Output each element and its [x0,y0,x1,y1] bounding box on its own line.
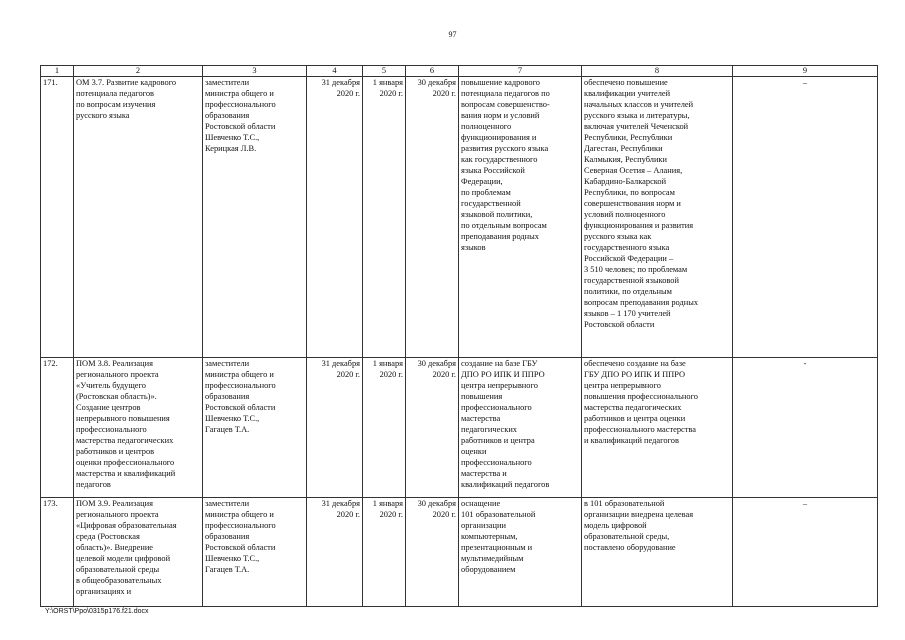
activity-cell: ПОМ 3.9. Реализация регионального проекта «Цифровая образовательная среда (Ростовская область)». Внедрение целевой модели цифровой образовательной среды в общеобразовательных организациях и [74,498,203,607]
file-path-footer: Y:\ORST\Ppo\0315p176.f21.docx [45,608,149,615]
column-header: 3 [203,66,307,77]
table-row [41,77,878,358]
start-date-cell: 1 января 2020 г. [363,358,406,498]
outcome-cell: обеспечено повышение квалификации учителей начальных классов и учителей русского языка и литературы, включая учителей Чеченской Республики, Республики Дагестан, Республики Калмыкия, Республики Северная Осетия – Алания, Кабардино-Балкарской Республики, по вопросам совершенствования норм и условий полноценного функционирования и развития русского языка как государственного языка Российской Федерации – 3 510 человек; по проблемам государственной языковой политики, по отдельным вопросам преподавания родных языков – 1 170 учителей Ростовской области [582,77,733,358]
end-date-cell: 30 декабря 2020 г. [406,358,459,498]
end-date-cell: 30 декабря 2020 г. [406,498,459,607]
activities-table [40,65,878,607]
column-header: 5 [363,66,406,77]
result-cell: оснащение 101 образовательной организации компьютерным, презентационным и мультимедийным оборудованием [459,498,582,607]
responsible-cell: заместители министра общего и профессионального образования Ростовской области Шевченко Т.С., Керицкая Л.В. [203,77,307,358]
end-date-cell: 30 декабря 2020 г. [406,77,459,358]
result-cell: создание на базе ГБУ ДПО РО ИПК И ППРО центра непрерывного повышения профессионального мастерства педагогических работников и центра оценки профессионального мастерства и квалификаций педагогов [459,358,582,498]
page-number: 97 [448,30,457,39]
responsible-cell: заместители министра общего и профессионального образования Ростовской области Шевченко Т.С., Гагацев Т.А. [203,358,307,498]
column-header: 7 [459,66,582,77]
deadline-cell: 31 декабря 2020 г. [307,358,363,498]
activity-cell: ПОМ 3.8. Реализация регионального проекта «Учитель будущего (Ростовская область)». Создание центров непрерывного повышения профессионального мастерства педагогических работников и центров оценки профессионального мастерства и квалификаций педагогов [74,358,203,498]
start-date-cell: 1 января 2020 г. [363,498,406,607]
responsible-cell: заместители министра общего и профессионального образования Ростовской области Шевченко Т.С., Гагацев Т.А. [203,498,307,607]
row-number: 172. [41,358,74,498]
table-row [41,358,878,498]
column-header: 4 [307,66,363,77]
start-date-cell: 1 января 2020 г. [363,77,406,358]
column-9-cell: – [733,498,878,607]
row-number: 173. [41,498,74,607]
row-number: 171. [41,77,74,358]
column-9-cell: – [733,77,878,358]
outcome-cell: в 101 образовательной организации внедрена целевая модель цифровой образовательной среды, поставлено оборудование [582,498,733,607]
activity-cell: ОМ 3.7. Развитие кадрового потенциала педагогов по вопросам изучения русского языка [74,77,203,358]
table-row [41,498,878,607]
column-9-cell: - [733,358,878,498]
column-header: 8 [582,66,733,77]
column-header: 9 [733,66,878,77]
outcome-cell: обеспечено создание на базе ГБУ ДПО РО ИПК И ППРО центра непрерывного повышения профессионального мастерства педагогических работников и центра оценки профессионального мастерства и квалификаций педагогов [582,358,733,498]
deadline-cell: 31 декабря 2020 г. [307,498,363,607]
column-header: 6 [406,66,459,77]
deadline-cell: 31 декабря 2020 г. [307,77,363,358]
result-cell: повышение кадрового потенциала педагогов по вопросам совершенство- вания норм и условий полноценного функционирования и развития русского языка как государственного языка Российской Федерации, по проблемам государственной языковой политики, по отдельным вопросам преподавания родных языков [459,77,582,358]
column-header: 2 [74,66,203,77]
column-header: 1 [41,66,74,77]
header-row [41,66,878,77]
